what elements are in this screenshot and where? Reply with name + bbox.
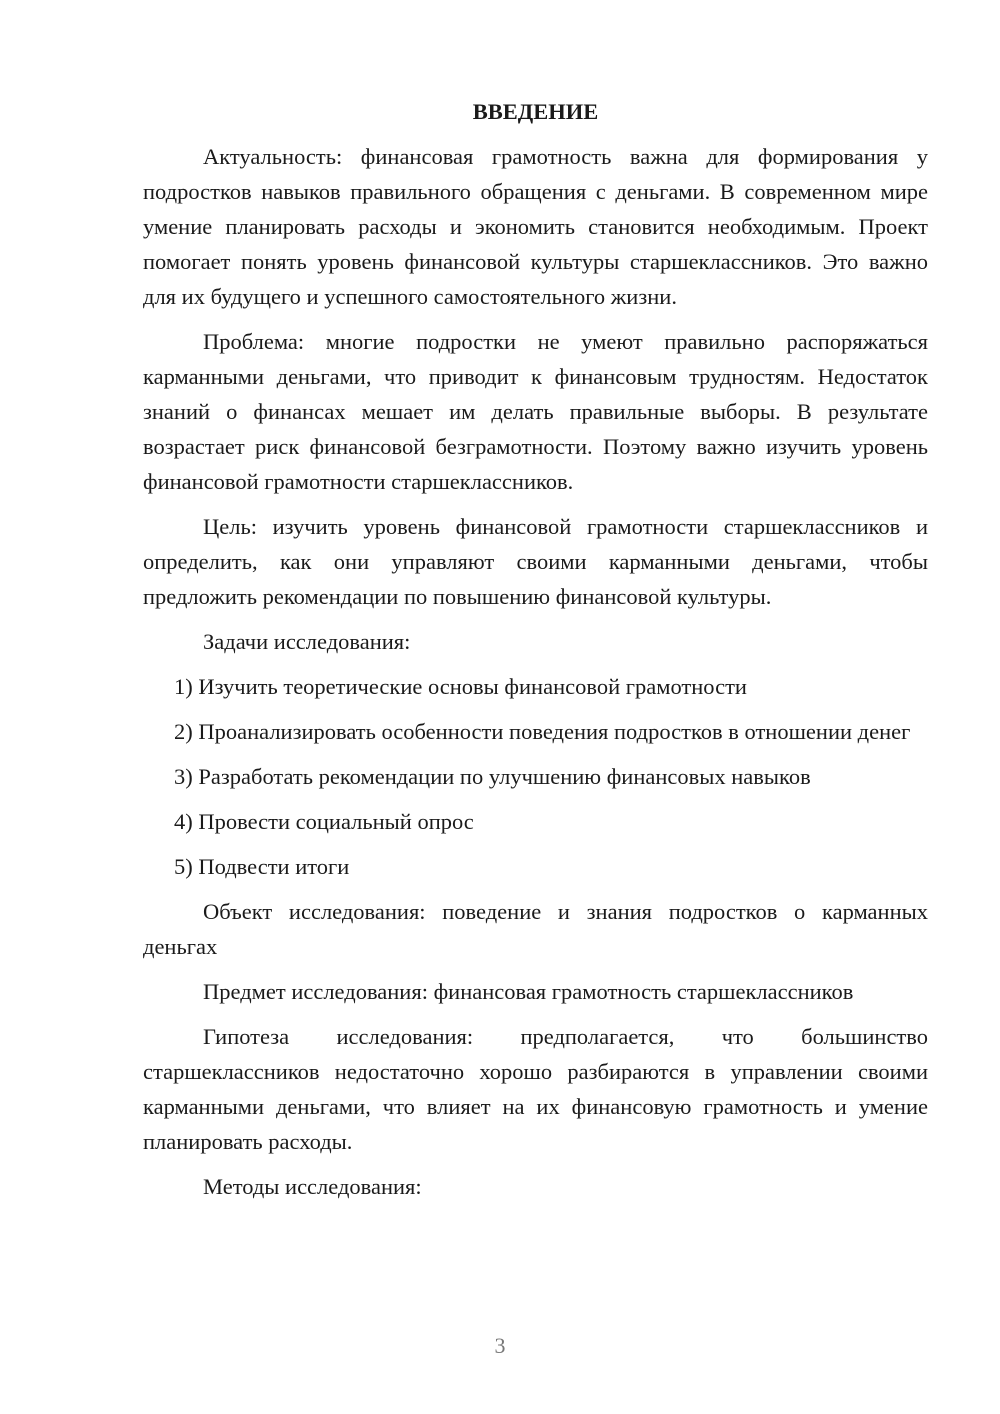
section-title: ВВЕДЕНИЕ [472, 99, 599, 124]
tasks-list [143, 669, 928, 884]
object-paragraph: Объект исследования: поведение и знания подростков о карманных деньгах [143, 899, 928, 959]
task-item: 2) Проанализировать особенности поведения подростков в отношении денег [174, 719, 911, 744]
goal-paragraph: Цель: изучить уровень финансовой грамотности старшеклассников и определить, как они управляют своими карманными деньгами, чтобы предложить рекомендации по повышению финансовой культуры. [143, 514, 928, 609]
task-item: 5) Подвести итоги [174, 854, 350, 879]
methods-heading: Методы исследования: [203, 1174, 422, 1199]
relevance-paragraph: Актуальность: финансовая грамотность важна для формирования у подростков навыков правильного обращения с деньгами. В современном мире умение планировать расходы и экономить становится необходимым. Проект помогает понять уровень финансовой культуры старшеклассников. Это важно для их будущего и успешного самостоятельного жизни. [143, 144, 928, 309]
page-number: 3 [494, 1333, 506, 1358]
subject-paragraph: Предмет исследования: финансовая грамотность старшеклассников [203, 979, 854, 1004]
hypothesis-paragraph: Гипотеза исследования: предполагается, что большинство старшеклассников недостаточно хорошо разбираются в управлении своими карманными деньгами, что влияет на их финансовую грамотность и умение планировать расходы. [143, 1024, 928, 1154]
tasks-heading: Задачи исследования: [203, 629, 411, 654]
task-item: 4) Провести социальный опрос [174, 809, 474, 834]
problem-paragraph: Проблема: многие подростки не умеют правильно распоряжаться карманными деньгами, что приводит к финансовым трудностям. Недостаток знаний о финансах мешает им делать правильные выборы. В результате возрастает риск финансовой безграмотности. Поэтому важно изучить уровень финансовой грамотности старшеклассников. [143, 329, 928, 494]
page-body [143, 94, 928, 1214]
task-item: 1) Изучить теоретические основы финансовой грамотности [174, 674, 747, 699]
task-item: 3) Разработать рекомендации по улучшению финансовых навыков [174, 764, 811, 789]
